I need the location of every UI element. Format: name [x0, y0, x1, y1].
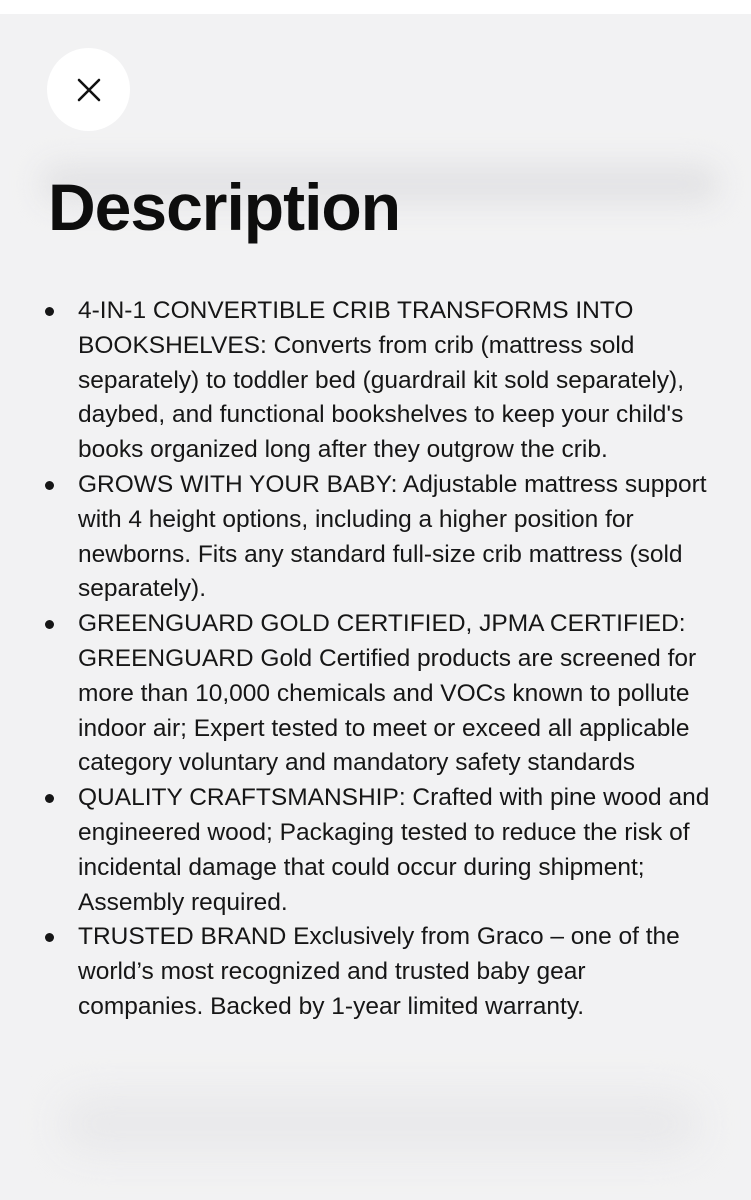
- close-icon: [76, 77, 102, 103]
- list-item: [0, 468, 751, 607]
- list-item: [0, 781, 751, 920]
- bullet-dot: [45, 620, 54, 629]
- list-item-text: GREENGUARD GOLD CERTIFIED, JPMA CERTIFIED: GREENGUARD Gold Certified products are screened for more than 10,000 chemicals and VOCs known to pollute indoor air; Expert tested to meet or exceed all applicable category voluntary and mandatory safety standards: [78, 610, 697, 777]
- bullet-dot: [45, 307, 54, 316]
- bullet-dot: [45, 933, 54, 942]
- bullet-dot: [45, 794, 54, 803]
- bullet-dot: [45, 481, 54, 490]
- description-list: [0, 294, 751, 1025]
- list-item-text: GROWS WITH YOUR BABY: Adjustable mattress support with 4 height options, including a higher position for newborns. Fits any standard full-size crib mattress (sold separately).: [78, 470, 707, 603]
- list-item: [0, 294, 751, 468]
- list-item: [0, 607, 751, 781]
- page-title: Description: [48, 170, 401, 244]
- list-item-text: TRUSTED BRAND Exclusively from Graco – one of the world’s most recognized and trusted baby gear companies. Backed by 1-year limited warranty.: [78, 923, 680, 1020]
- list-item-text: 4-IN-1 CONVERTIBLE CRIB TRANSFORMS INTO BOOKSHELVES: Converts from crib (mattress sold separately) to toddler bed (guardrail kit sold separately), daybed, and functional bookshelves to keep your child's books organized long after they outgrow the crib.: [78, 297, 685, 464]
- list-item-text: QUALITY CRAFTSMANSHIP: Crafted with pine wood and engineered wood; Packaging tested to reduce the risk of incidental damage that could occur during shipment; Assembly required.: [78, 784, 710, 916]
- list-item: [0, 920, 751, 1024]
- close-button[interactable]: [47, 48, 130, 131]
- blurred-background-bottom: [60, 1094, 700, 1154]
